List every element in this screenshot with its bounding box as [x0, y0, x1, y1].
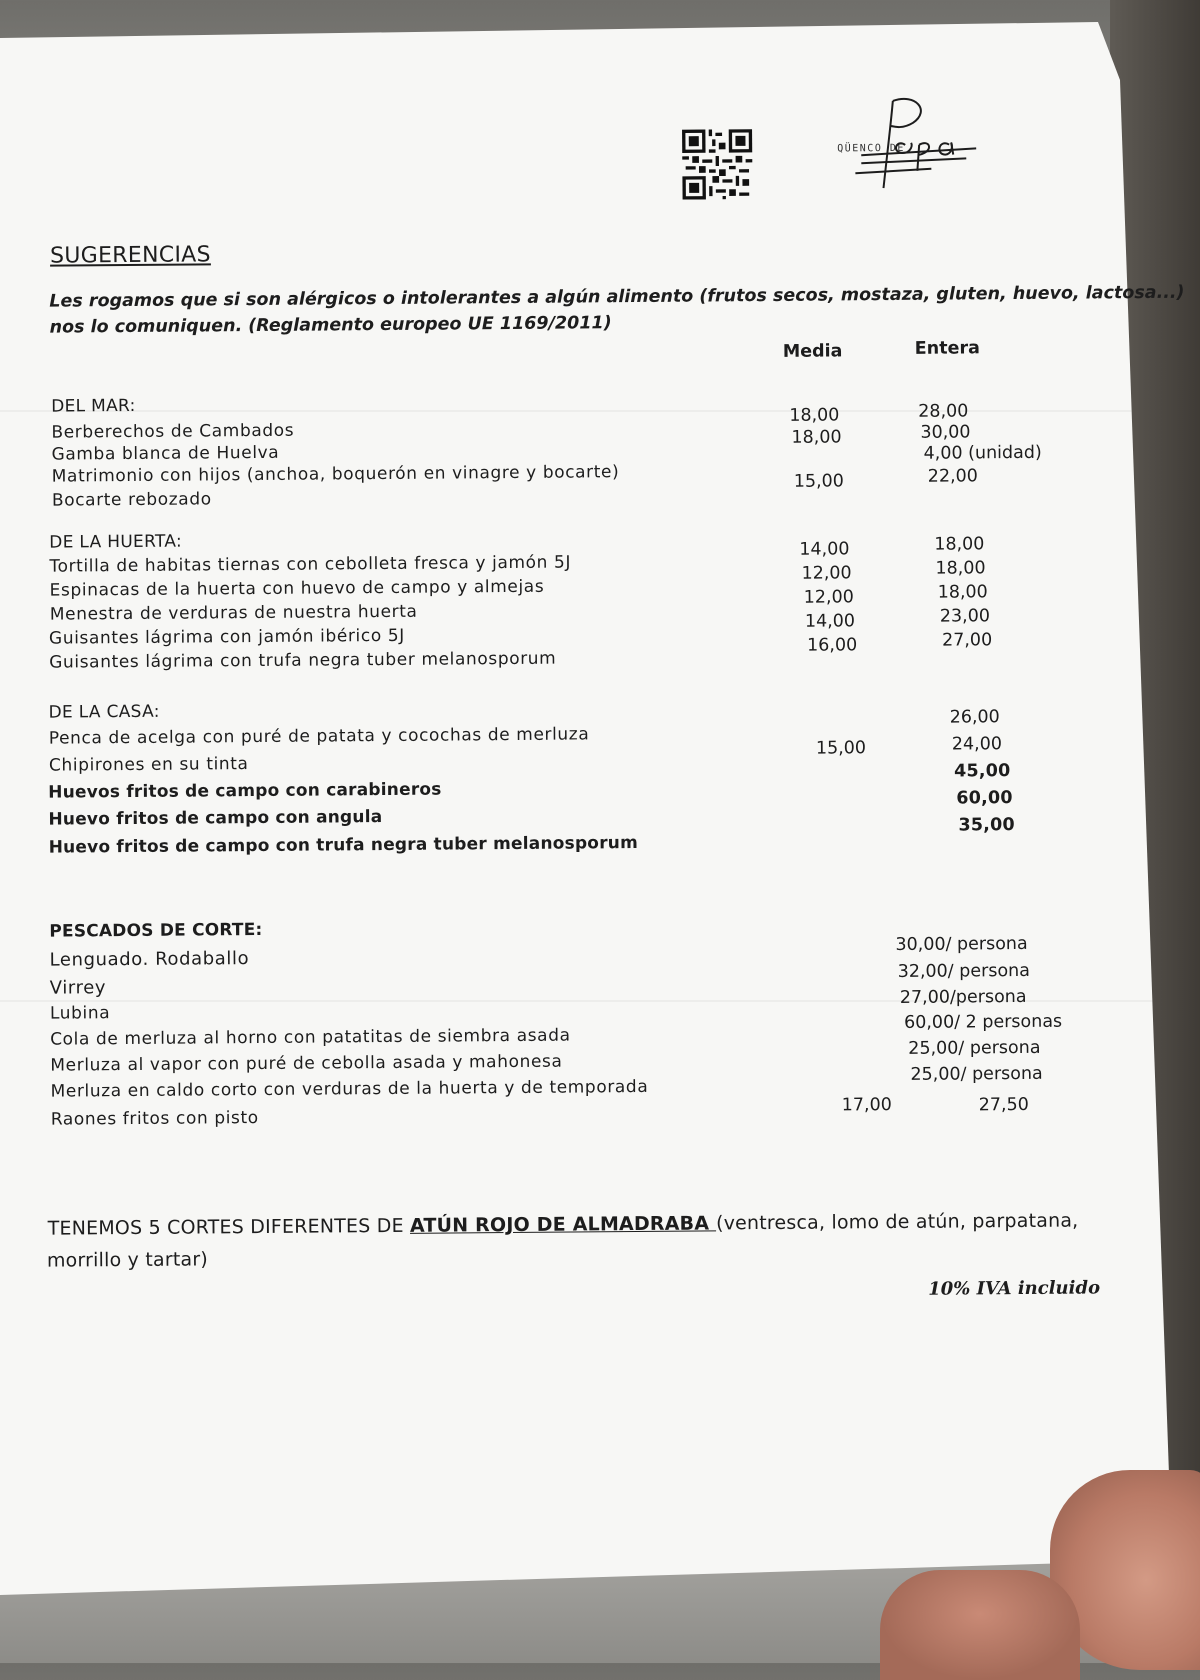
menu-item-entera-price: 22,00 [927, 466, 978, 487]
menu-item-name: Huevo fritos de campo con angula [48, 807, 383, 830]
menu-item-price: 32,00/ persona [897, 960, 1031, 982]
section-heading-de-la-casa: DE LA CASA: [48, 701, 160, 723]
menu-item-entera-price: 28,00 [918, 401, 969, 422]
menu-item-entera-price: 27,50 [978, 1094, 1029, 1116]
menu-item-name: Lubina [49, 1003, 111, 1024]
menu-item-name: Guisantes lágrima con jamón ibérico 5J [48, 625, 405, 649]
menu-item-media-price: 12,00 [803, 587, 854, 608]
column-header-media: Media [782, 341, 843, 362]
menu-item-media-price: 15,00 [815, 738, 867, 759]
menu-item-media-price: 14,00 [799, 539, 850, 560]
menu-item-name: Tortilla de habitas tiernas con cebolleta fresca y jamón 5J [49, 552, 572, 577]
menu-item-name: Merluza en caldo corto con verduras de la huerta y de temporada [50, 1076, 649, 1102]
section-heading-pescados: PESCADOS DE CORTE: [49, 919, 263, 942]
menu-item-price: 60,00/ 2 personas [903, 1011, 1063, 1033]
menu-item-entera-price: 4,00 (unidad) [923, 442, 1042, 464]
page-title: SUGERENCIAS [49, 242, 211, 269]
menu-item-name: Gamba blanca de Huelva [51, 442, 280, 465]
menu-item-name: Matrimonio con hijos (anchoa, boquerón en vinagre y bocarte) [51, 462, 620, 487]
menu-item-name: Bocarte rebozado [51, 489, 212, 511]
menu-item-name: Cola de merluza al horno con patatitas de siembra asada [50, 1025, 571, 1050]
menu-item-entera-price: 24,00 [951, 734, 1003, 755]
menu-item-entera-price: 26,00 [949, 707, 1000, 728]
menu-item-price: 30,00/ persona [895, 933, 1028, 955]
hand-fingers [880, 1570, 1080, 1680]
allergy-note-line1: Les rogamos que si son alérgicos o intolerantes a algún alimento (frutos secos, mostaza, gluten, huevo, lactosa...) [49, 282, 1185, 312]
qr-code-icon [679, 129, 756, 200]
column-header-entera: Entera [914, 338, 980, 359]
menu-item-name: Huevos fritos de campo con carabineros [48, 779, 442, 803]
iva-note: 10% IVA incluido [928, 1277, 1101, 1300]
menu-item-name: Menestra de verduras de nuestra huerta [49, 601, 418, 625]
section-heading-del-mar: DEL MAR: [51, 395, 136, 417]
menu-item-name: Huevo fritos de campo con trufa negra tuber melanosporum [48, 833, 639, 858]
menu-item-name: Penca de acelga con puré de patata y cocochas de merluza [48, 724, 590, 749]
menu-item-media-price: 12,00 [801, 563, 852, 584]
tuna-note-line1: TENEMOS 5 CORTES DIFERENTES DE ATÚN ROJO DE ALMADRABA (ventresca, lomo de atún, parpatana, [47, 1209, 1079, 1240]
menu-item-entera-price: 30,00 [920, 422, 971, 443]
menu-item-entera-price: 35,00 [958, 815, 1015, 836]
allergy-note-line2: nos lo comuniquen. (Reglamento europeo UE 1169/2011) [49, 313, 612, 338]
menu-item-name: Berberechos de Cambados [51, 420, 295, 443]
menu-item-media-price: 18,00 [791, 427, 842, 448]
menu-item-name: Merluza al vapor con puré de cebolla asada y mahonesa [50, 1051, 563, 1076]
logo-prefix: QÜENCO DE [837, 142, 905, 155]
menu-item-entera-price: 18,00 [935, 558, 986, 579]
section-heading-de-la-huerta: DE LA HUERTA: [49, 531, 183, 553]
menu-item-entera-price: 27,00 [941, 630, 993, 651]
menu-item-media-price: 14,00 [804, 611, 856, 632]
menu-item-name: Espinacas de la huerta con huevo de campo y almejas [49, 576, 545, 601]
menu-item-entera-price: 45,00 [954, 761, 1011, 782]
menu-item-name: Chipirones en su tinta [48, 754, 249, 776]
menu-item-name: Virrey [49, 977, 107, 999]
menu-item-entera-price: 23,00 [939, 606, 991, 627]
menu-item-media-price: 18,00 [789, 405, 840, 426]
menu-item-price: 25,00/ persona [908, 1037, 1041, 1059]
menu-item-name: Lenguado. Rodaballo [49, 948, 250, 971]
menu-item-media-price: 16,00 [807, 635, 858, 656]
menu-item-entera-price: 60,00 [956, 788, 1013, 809]
menu-item-price: 27,00/persona [899, 986, 1027, 1008]
menu-item-name: Raones fritos con pisto [50, 1108, 259, 1130]
tuna-note-line2: morrillo y tartar) [46, 1248, 209, 1272]
menu-item-name: Guisantes lágrima con trufa negra tuber melanosporum [49, 648, 557, 673]
menu-item-media-price: 15,00 [793, 471, 844, 492]
menu-item-entera-price: 18,00 [934, 534, 985, 555]
restaurant-logo [831, 92, 1032, 204]
menu-item-entera-price: 18,00 [937, 582, 988, 603]
menu-item-price: 25,00/ persona [910, 1063, 1043, 1085]
menu-item-media-price: 17,00 [841, 1095, 892, 1116]
